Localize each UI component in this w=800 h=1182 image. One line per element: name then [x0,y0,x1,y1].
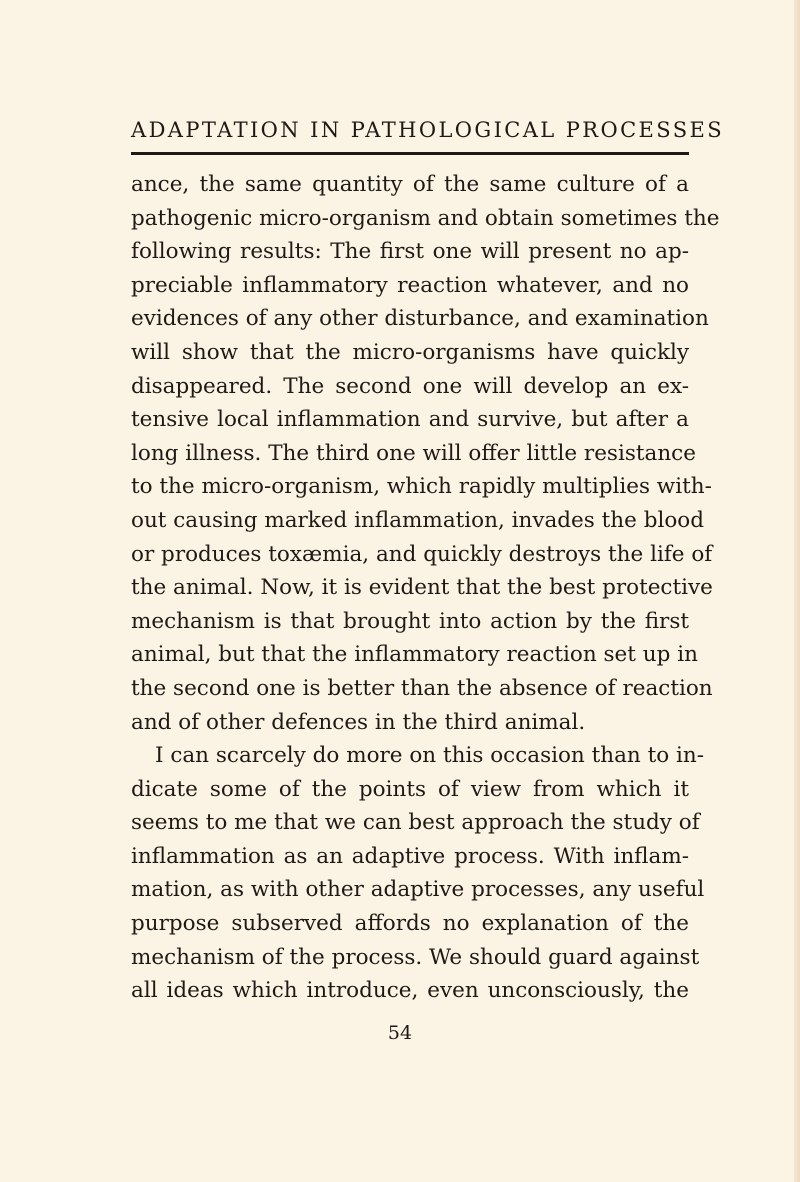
header-rule [131,152,689,155]
text-line: will show that the micro-organisms have quickly [131,339,689,365]
text-line: pathogenic micro-organism and obtain sometimes the [131,205,720,231]
text-line: out causing marked inflammation, invades the blood [131,507,704,533]
text-line: inflammation as an adaptive process. With inflam- [131,843,689,869]
text-line: the second one is better than the absence of reaction [131,675,713,701]
text-line: evidences of any other disturbance, and examination [131,306,709,332]
text-line: following results: The first one will present no ap- [131,239,689,265]
text-line: mechanism of the process. We should guard against [131,944,700,970]
text-line: disappeared. The second one will develop an ex- [131,373,689,399]
text-line: seems to me that we can best approach the study of [131,810,700,836]
text-line: mechanism is that brought into action by the first [131,608,689,634]
text-line: or produces toxæmia, and quickly destroys the life of [131,541,713,567]
text-line: all ideas which introduce, even unconsciously, the [131,978,689,1004]
text-line: the animal. Now, it is evident that the best protective [131,575,713,601]
text-line: long illness. The third one will offer little resistance [131,440,696,466]
paragraph-start-line: I can scarcely do more on this occasion than to in- [155,743,704,769]
text-line: preciable inflammatory reaction whatever, and no [131,272,689,298]
text-line: animal, but that the inflammatory reaction set up in [131,642,698,668]
text-line: to the micro-organism, which rapidly multiplies with- [131,474,712,500]
running-head: ADAPTATION IN PATHOLOGICAL PROCESSES [131,118,725,142]
text-line: dicate some of the points of view from which it [131,776,689,802]
text-line: ance, the same quantity of the same culture of a [131,172,689,197]
paragraph-end-line: and of other defences in the third animal. [131,709,586,735]
text-line: mation, as with other adaptive processes, any useful [131,877,705,903]
text-line: tensive local inflammation and survive, but after a [131,407,689,433]
page-number: 54 [387,1022,413,1044]
page-edge [794,0,800,1182]
body-text [131,168,720,1008]
text-line: purpose subserved affords no explanation of the [131,911,689,937]
